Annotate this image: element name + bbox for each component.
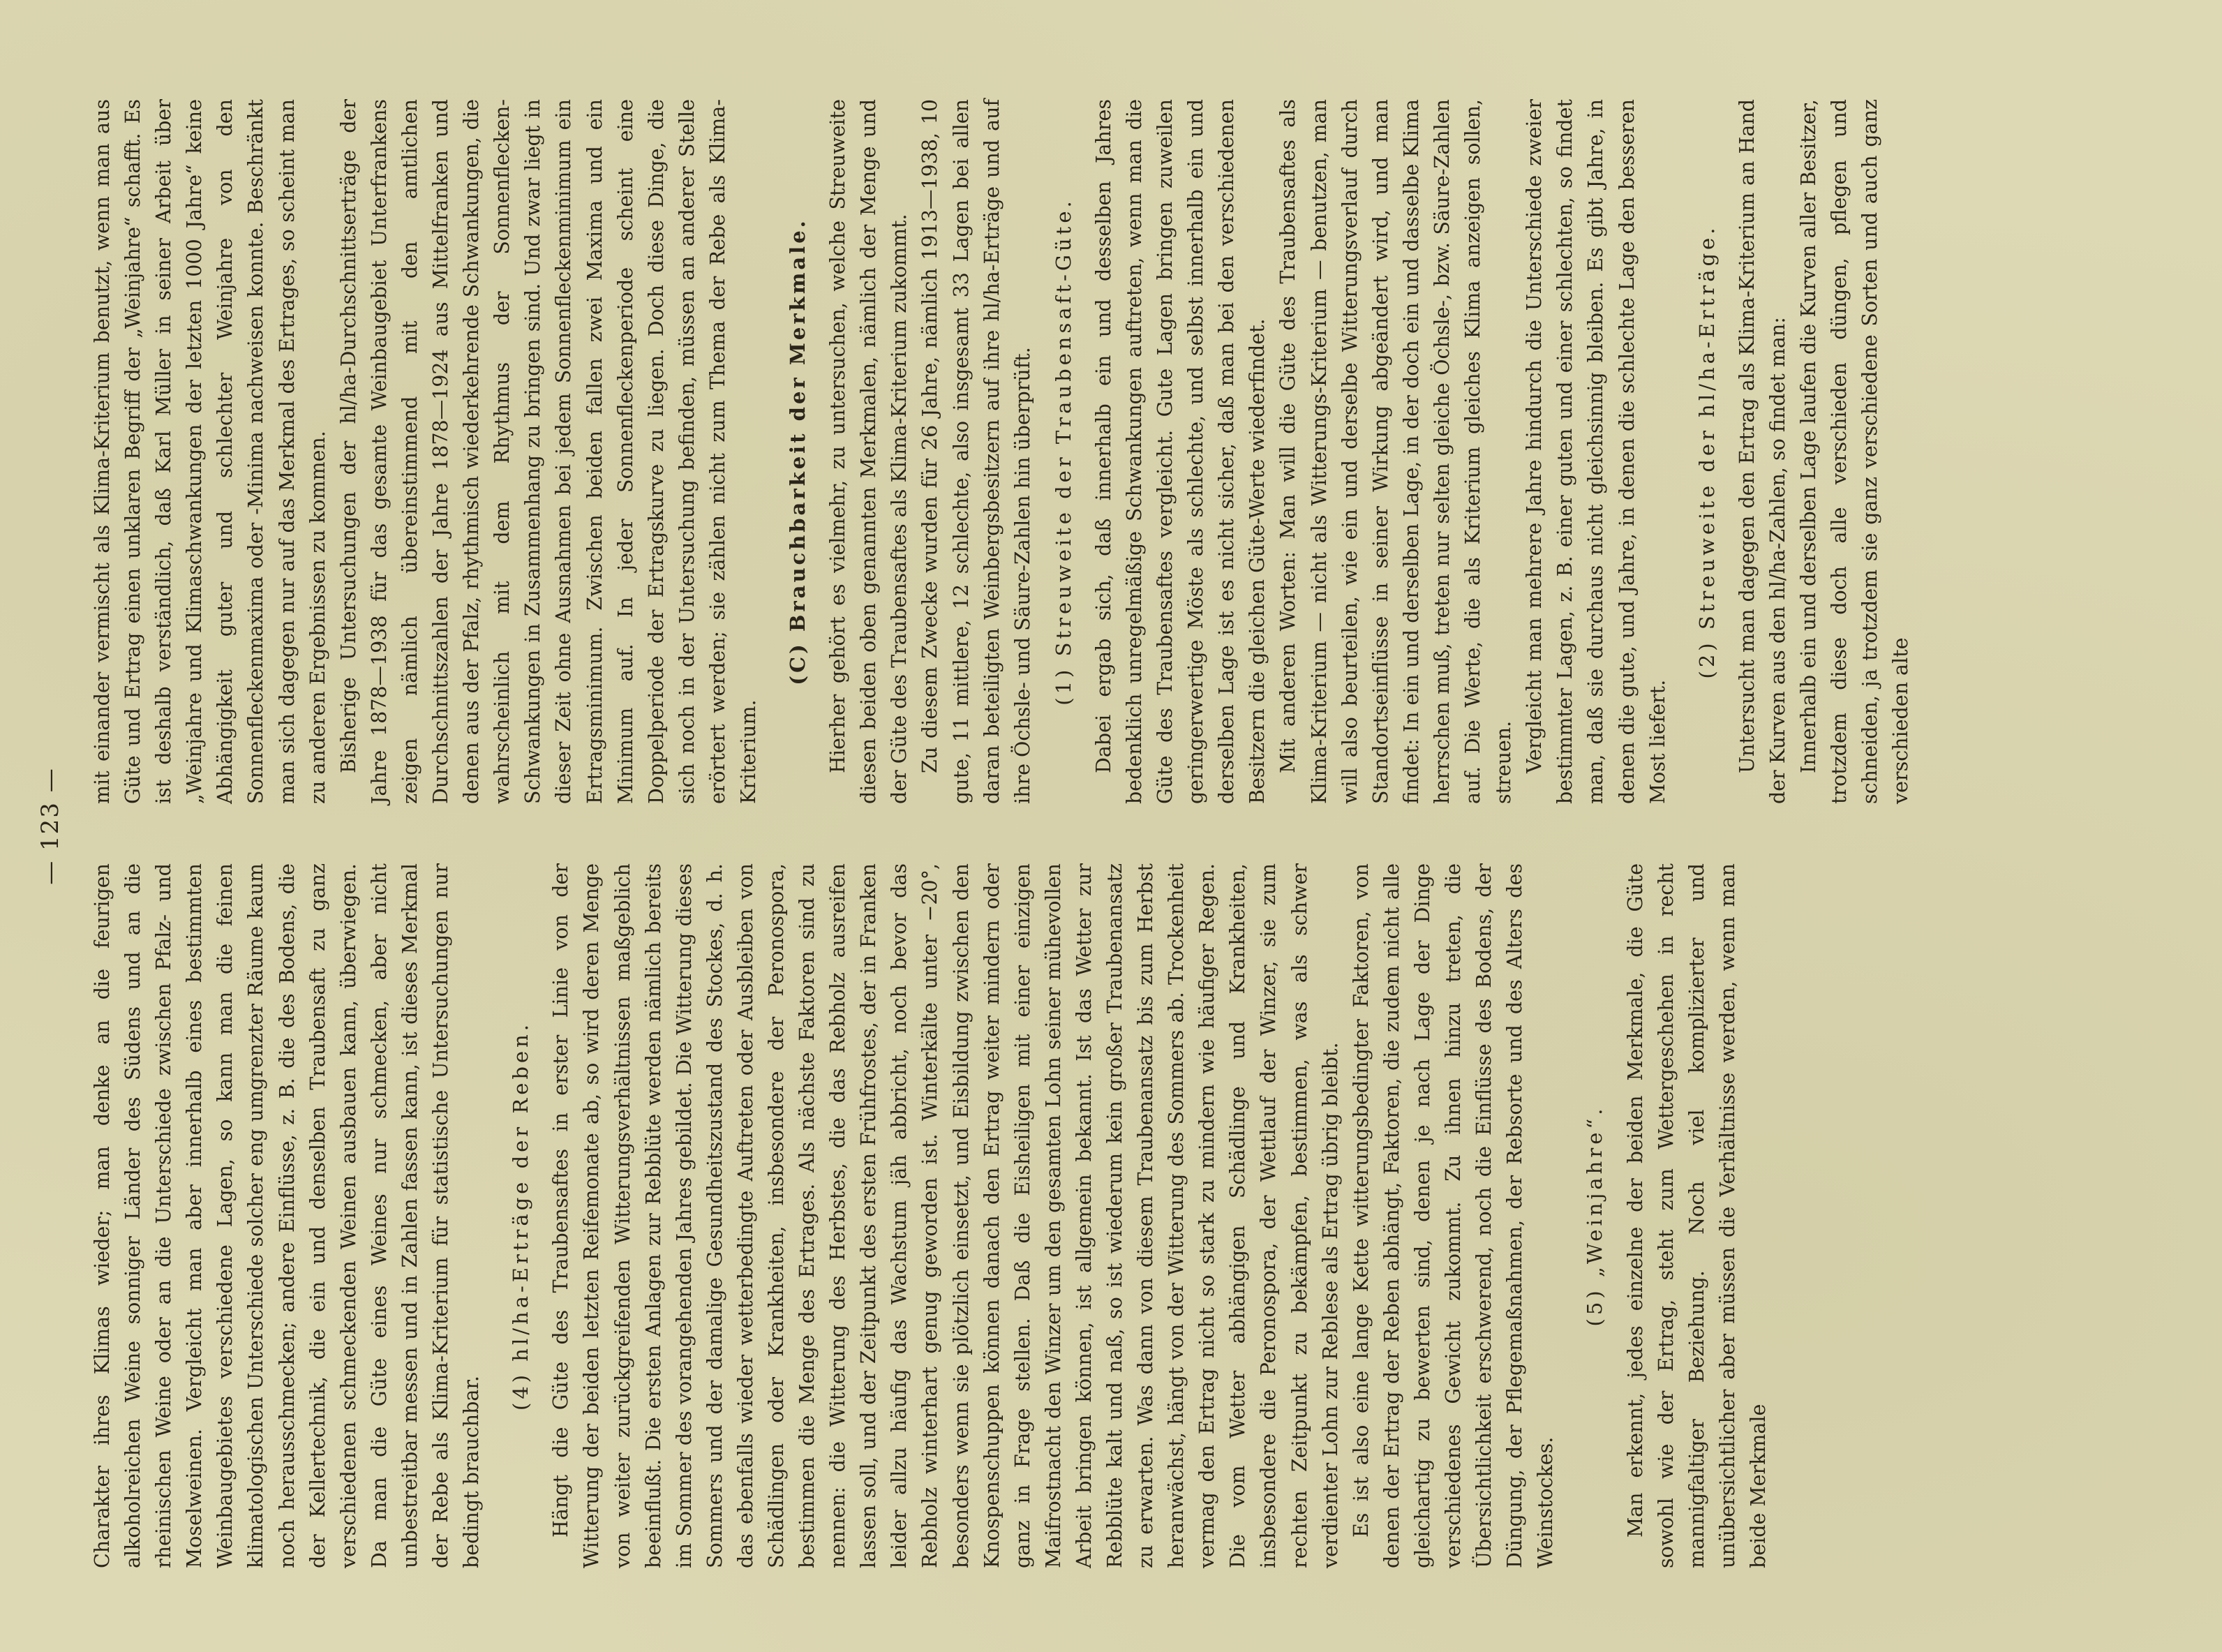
paragraph-witterung: Hängt die Güte des Traubensaftes in erster Linie von der Witterung der beiden letzten Reifemonate ab, so wird deren Menge von weiter zurückgreifenden Witterungsverhältnissen maßgeblich beeinflußt. Die ersten Anlagen zur Rebblüte werden nämlich bereits im Sommer des vorangehenden Jahres gebildet. Die Witterung dieses Sommers und der damalige Gesundheitszustand des Stockes, d. h. das ebenfalls wieder wetterbedingte Auftreten oder Ausbleiben von Schädlingen oder Krankheiten, insbesondere der Peronospora, bestimmen die Menge des Ertrages. Als nächste Faktoren sind zu nennen: die Witterung des Herbstes, die das Rebholz ausreifen lassen soll, und der Zeitpunkt des ersten Frühfrostes, der in Franken leider allzu häufig das Wachstum jäh abbricht, noch bevor das Rebholz winterhart genug geworden ist. Winterkälte unter −20°, besonders wenn sie plötzlich einsetzt, und Eisbildung zwischen den Knospenschuppen können danach den Ertrag weiter mindern oder ganz in Frage stellen. Daß die Eisheiligen mit einer einzigen Maifrostnacht den Winzer um den gesamten Lohn seiner mühevollen Arbeit bringen können, ist allgemein bekannt. Ist das Wetter zur Rebblüte kalt und naß, so ist wiederum kein großer Traubenansatz zu erwarten. Was dann von diesem Traubenansatz bis zum Herbst heranwächst, hängt von der Witterung des Sommers ab. Trockenheit vermag den Ertrag nicht so stark zu mindern wie häufiger Regen. Die vom Wetter abhängigen Schädlinge und Krankheiten, insbesondere die Peronospora, der Wettlauf der Winzer, sie zum rechten Zeitpunkt zu bekämpfen, bestimmen, was als schwer verdienter Lohn zur Reblese als Ertrag übrig bleibt.: [549, 863, 1342, 1568]
heading-brauchbarkeit: (C) Brauchbarkeit der Merkmale.: [786, 218, 810, 685]
paragraph-untersuchungen: Bisherige Untersuchungen der hl/ha-Durchschnittserträge der Jahre 1878—1938 für das gesamte Weinbaugebiet Unterfrankens zeigen nämlich übereinstimmend mit den amtlichen Durchschnittszahlen der Jahre 1878—1924 aus Mittelfranken und denen aus der Pfalz, rhythmisch wiederkehrende Schwankungen, die wahrscheinlich mit dem Rhythmus der Sonnenflecken-Schwankungen in Zusammenhang zu bringen sind. Und zwar liegt in dieser Zeit ohne Ausnahmen bei jedem Sonnenfleckenminimum ein Ertragsminimum. Zwischen beiden fallen zwei Maxima und ein Minimum auf. In jeder Sonnenfleckenperiode scheint eine Doppelperiode der Ertragskurve zu liegen. Doch diese Dinge, die sich noch in der Untersuchung befinden, müssen an anderer Stelle erörtert werden; sie zählen nicht zum Thema der Rebe als Klima-Kriterium.: [336, 99, 760, 804]
heading-streuweite-ertraege: (2) Streuweite der hl/ha-Erträge.: [1694, 224, 1719, 679]
paragraph-schwankungen: Dabei ergab sich, daß innerhalb ein und desselben Jahres bedenklich unregelmäßige Schwankungen auftreten, wenn man die Güte des Traubensaftes vergleicht. Gute Lagen bringen zuweilen geringerwertige Möste als schlechte, und selbst innerhalb ein und derselben Lage ist es nicht sicher, daß man bei den verschiedenen Besitzern die gleichen Güte-Werte wiederfindet.: [1091, 99, 1269, 804]
right-text-column: [87, 99, 1916, 804]
paragraph-untersucht: Untersucht man dagegen den Ertrag als Klima-Kriterium an Hand der Kurven aus den hl/ha-Zahlen, so findet man:: [1735, 99, 1789, 804]
paragraph-anderen-worten: Mit anderen Worten: Man will die Güte des Traubensaftes als Klima-Kriterium — nicht als Witterungs-Kriterium — benutzen, man will also beurteilen, wie ein und derselbe Witterungsverlauf durch Standortseinflüsse in seiner Wirkung abgeändert wird, und man findet: In ein und derselben Lage, in der doch ein und dasselbe Klima herrschen muß, treten nur selten gleiche Öchsle-, bzw. Säure-Zahlen auf. Die Werte, die als Kriterium gleiches Klima anzeigen sollen, streuen.: [1276, 99, 1516, 804]
left-text-column: [87, 863, 1774, 1568]
paragraph-merkmale: Man erkennt, jedes einzelne der beiden Merkmale, die Güte sowohl wie der Ertrag, steht zum Wettergeschehen in recht mannigfaltiger Beziehung. Noch viel komplizierter und unübersichtlicher aber müssen die Verhältnisse werden, wenn man beide Merkmale: [1623, 863, 1770, 1568]
paragraph-streuweite-intro: Hierher gehört es vielmehr, zu untersuchen, welche Streuweite diesen beiden oben genannten Merkmalen, nämlich der Menge und der Güte des Traubensaftes als Klima-Kriterium zukommt.: [826, 99, 911, 804]
heading-weinjahre: (5) „Weinjahre“.: [1583, 1105, 1607, 1327]
heading-streuweite-guete: (1) Streuweite der Traubensaft-Güte.: [1051, 198, 1075, 706]
paragraph-klima-kriterium: mit einander vermischt als Klima-Kriterium benutzt, wenn man aus Güte und Ertrag einen unklaren Begriff der „Weinjahre“ schafft. Es ist deshalb verständlich, daß Karl Müller in seiner Arbeit über „Weinjahre und Klimaschwankungen der letzten 1000 Jahre“ keine Abhängigkeit guter und schlechter Weinjahre von den Sonnenfleckenmaxima oder -Minima nachweisen konnte. Beschränkt man sich dagegen nur auf das Merkmal des Ertrages, so scheint man zu anderen Ergebnissen zu kommen.: [91, 99, 329, 804]
paragraph-kurven: Innerhalb ein und derselben Lage laufen die Kurven aller Besitzer, trotzdem diese doch alle verschieden düngen, pflegen und schneiden, ja trotzdem sie ganz verschiedene Sorten und auch ganz verschieden alte: [1796, 99, 1913, 804]
heading-hl-ha-ertraege: (4) hl/ha-Erträge der Reben.: [509, 1021, 533, 1411]
paragraph-zwecke: Zu diesem Zwecke wurden für 26 Jahre, nämlich 1913—1938, 10 gute, 11 mittlere, 12 schlechte, also insgesamt 33 Lagen bei allen daran beteiligten Weinbergsbesitzern auf ihre hl/ha-Erträge und auf ihre Öchsle- und Säure-Zahlen hin überprüft.: [918, 99, 1034, 804]
paragraph-vergleich: Vergleicht man mehrere Jahre hindurch die Unterschiede zweier bestimmter Lagen, z. B. einer guten und einer schlechten, so findet man, daß sie durchaus nicht gleichsinnig bleiben. Es gibt Jahre, in denen die gute, und Jahre, in denen die schlechte Lage den besseren Most liefert.: [1523, 99, 1669, 804]
paragraph-klima-charakter: Charakter ihres Klimas wieder; man denke an die feurigen alkoholreichen Weine sonniger Länder des Südens und an die rheinischen Weine oder an die Unterschiede zwischen Pfalz- und Moselweinen. Vergleicht man aber innerhalb eines bestimmten Weinbaugebietes verschiedene Lagen, so kann man die feinen klimatologischen Unterschiede solcher eng umgrenzter Räume kaum noch herausschmecken; andere Einflüsse, z. B. die des Bodens, die der Kellertechnik, die ein und denselben Traubensaft zu ganz verschiedenen schmeckenden Weinen ausbauen kann, überwiegen. Da man die Güte eines Weines nur schmecken, aber nicht unbestreitbar messen und in Zahlen fassen kann, ist dieses Merkmal der Rebe als Klima-Kriterium für statistische Untersuchungen nur bedingt brauchbar.: [91, 863, 484, 1568]
paragraph-faktoren: Es ist also eine lange Kette witterungsbedingter Faktoren, von denen der Ertrag der Reben abhängt, Faktoren, die zudem nicht alle gleichartig zu bewerten sind, denen je nach Lage der Dinge verschiedenes Gewicht zukommt. Zu ihnen hinzu treten, die Übersichtlichkeit erschwerend, noch die Einflüsse des Bodens, der Düngung, der Pflegemaßnahmen, der Rebsorte und des Alters des Weinstockes.: [1349, 863, 1558, 1568]
page-number: — 123 —: [36, 767, 64, 885]
